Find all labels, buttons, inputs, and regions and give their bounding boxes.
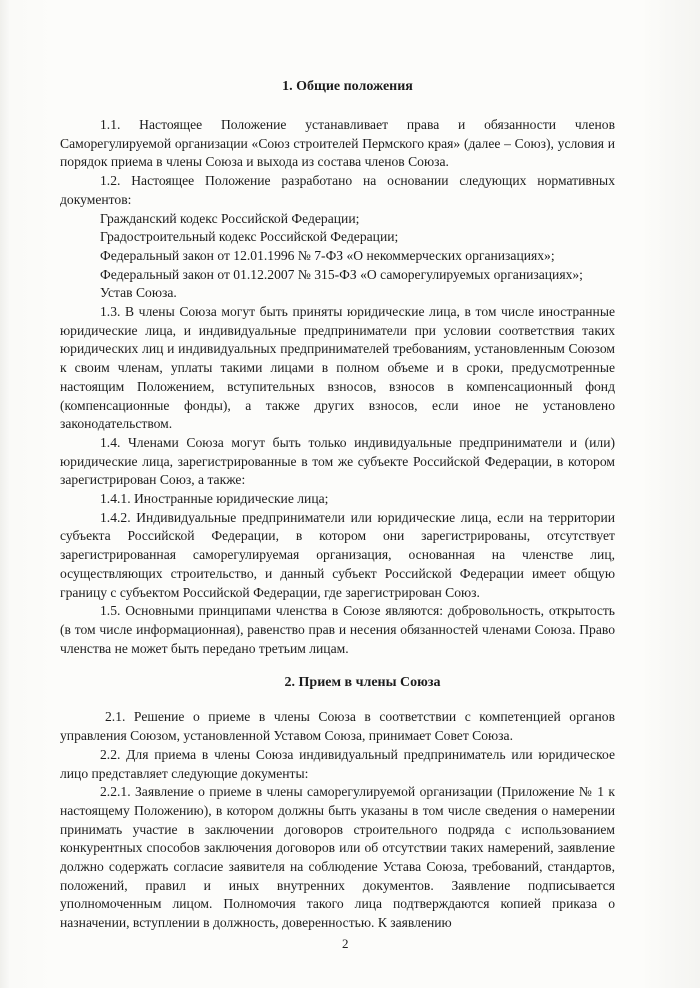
section-2-title: 2. Прием в члены Союза [284, 675, 441, 691]
paragraph-2-2: 2.2. Для приема в члены Союза индивидуальный предприниматель или юридическое лицо представляет следующие документы: [60, 746, 615, 781]
doc-list-item: Федеральный закон от 12.01.1996 № 7-ФЗ «О некоммерческих организациях»; [100, 247, 555, 263]
paragraph-1-4: 1.4. Членами Союза могут быть только индивидуальные предприниматели и (или) юридические лица, зарегистрированные в том же субъекте Российской Федерации, в котором зарегистрирован Союз, а также: [60, 434, 615, 488]
paragraph-1-2: 1.2. Настоящее Положение разработано на основании следующих нормативных документов: [60, 173, 615, 207]
paragraph-2-2-1: 2.2.1. Заявление о приеме в члены саморегулируемой организации (Приложение № 1 к настоящему Положению), в котором должны быть указаны в том числе сведения о намерении принимать участие в заключении договоров строительного подряда с использованием конкурентных способов заключения договоров или об отсутствии таких намерений, заявление должно содержать согласие заявителя на соблюдение Устава Союза, требований, стандартов, положений, правил и иных внутренних документов. Заявление подписывается уполномоченным лицом. Полномочия такого лица подтверждаются копией приказа о назначении, вступлении в должность, доверенностью. К заявлению [60, 784, 615, 931]
paragraph-1-5: 1.5. Основными принципами членства в Союзе являются: добровольность, открытость (в том числе информационная), равенство прав и несения обязанностей членами Союза. Право членства не может быть передано третьим лицам. [60, 603, 615, 656]
doc-list-item: Гражданский кодекс Российской Федерации; [100, 210, 360, 226]
paragraph-1-3: 1.3. В члены Союза могут быть приняты юридические лица, в том числе иностранные юридические лица, и индивидуальные предприниматели при условии соответствия таких юридических лиц и индивидуальных предпринимателей требованиям, установленным Союзом к своим членам, уплаты такими лицами в полном объеме и в сроки, предусмотренные настоящим Положением, вступительных взносов, взносов в компенсационный фонд (компенсационные фонды), а также других взносов, если иное не установлено законодательством. [60, 304, 615, 432]
page-number: 2 [342, 936, 349, 951]
paragraph-1-4-2: 1.4.2. Индивидуальные предприниматели или юридические лица, если на территории субъекта Российской Федерации, в котором они зарегистрированы, отсутствует зарегистрированная саморегулируемая организация, основанная на членстве лиц, осуществляющих строительство, и данный субъект Российской Федерации имеет общую границу с субъектом Российской Федерации, где зарегистрирован Союз. [60, 509, 615, 600]
paragraph-1-1: 1.1. Настоящее Положение устанавливает права и обязанности членов Саморегулируемой организации «Союз строителей Пермского края» (далее – Союз), условия и порядок приема в члены Союза и выхода из состава членов Союза. [60, 117, 615, 170]
doc-list-item: Градостроительный кодекс Российской Федерации; [100, 229, 399, 245]
doc-list-item: Устав Союза. [100, 285, 177, 301]
document-body [60, 78, 615, 933]
paragraph-1-4-1: 1.4.1. Иностранные юридические лица; [100, 491, 329, 507]
paragraph-2-1: 2.1. Решение о приеме в члены Союза в соответствии с компетенцией органов управления Союзом, установленной Уставом Союза, принимает Совет Союза. [60, 709, 615, 744]
section-1-title: 1. Общие положения [282, 79, 413, 94]
doc-list-item: Федеральный закон от 01.12.2007 № 315-ФЗ «О саморегулируемых организациях»; [100, 266, 583, 282]
